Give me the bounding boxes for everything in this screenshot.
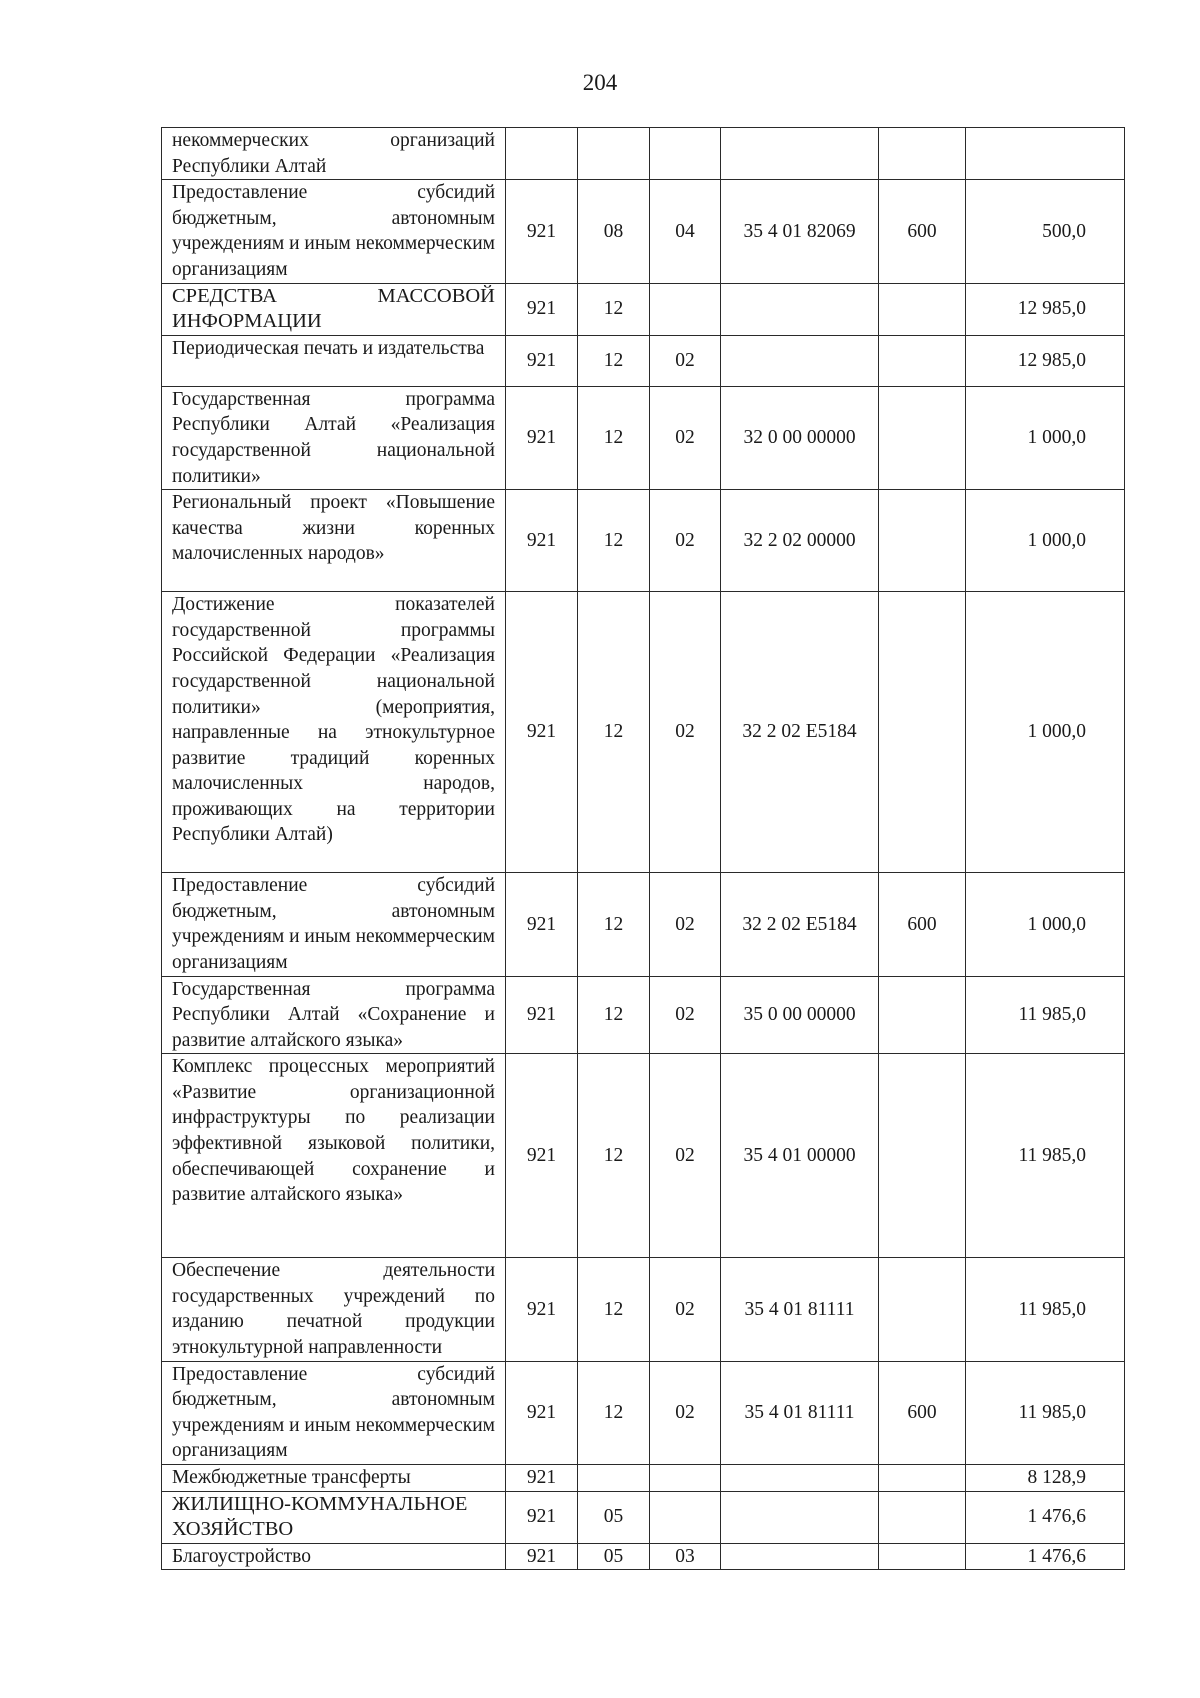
- row-name-cell: Достижение показателей государственной программы Российской Федерации «Реализация государственной национальной политики» (мероприятия, направленные на этнокультурное развитие традиций коренных малочисленных народов, проживающих на территории Республики Алтай): [162, 592, 506, 873]
- row-target-article-cell: [721, 128, 879, 180]
- row-expense-type-cell: [879, 1491, 966, 1543]
- table-row: [162, 976, 1125, 1054]
- row-name-cell: Межбюджетные трансферты: [162, 1465, 506, 1492]
- row-section-cell: [578, 128, 650, 180]
- row-subsection-cell: [650, 1491, 721, 1543]
- row-amount-cell: 1 000,0: [966, 386, 1125, 489]
- row-name-cell: СРЕДСТВА МАССОВОЙ ИНФОРМАЦИИ: [162, 283, 506, 335]
- row-section-cell: [578, 1465, 650, 1492]
- row-expense-type-cell: 600: [879, 180, 966, 283]
- row-name-cell: Государственная программа Республики Алтай «Реализация государственной национальной политики»: [162, 386, 506, 489]
- row-name-cell: Благоустройство: [162, 1543, 506, 1570]
- row-section-cell: 05: [578, 1491, 650, 1543]
- row-subsection-cell: 02: [650, 592, 721, 873]
- row-name-cell: Предоставление субсидий бюджетным, автономным учреждениям и иным некоммерческим организациям: [162, 1361, 506, 1464]
- row-subsection-cell: [650, 128, 721, 180]
- row-expense-type-cell: [879, 1258, 966, 1361]
- row-admin-code-cell: 921: [506, 490, 578, 592]
- row-admin-code-cell: 921: [506, 180, 578, 283]
- row-section-cell: 12: [578, 1361, 650, 1464]
- row-admin-code-cell: 921: [506, 592, 578, 873]
- row-name-cell: Региональный проект «Повышение качества жизни коренных малочисленных народов»: [162, 490, 506, 592]
- row-name-cell: некоммерческих организаций Республики Алтай: [162, 128, 506, 180]
- row-admin-code-cell: 921: [506, 873, 578, 976]
- row-expense-type-cell: [879, 592, 966, 873]
- table-row: [162, 1258, 1125, 1361]
- row-admin-code-cell: 921: [506, 335, 578, 386]
- row-subsection-cell: 02: [650, 873, 721, 976]
- row-subsection-cell: [650, 283, 721, 335]
- row-target-article-cell: [721, 283, 879, 335]
- page-number: 204: [582, 70, 618, 95]
- row-subsection-cell: 02: [650, 976, 721, 1054]
- row-subsection-cell: 02: [650, 1361, 721, 1464]
- row-amount-cell: 11 985,0: [966, 1054, 1125, 1258]
- table-row: [162, 128, 1125, 180]
- row-expense-type-cell: 600: [879, 873, 966, 976]
- row-amount-cell: 1 000,0: [966, 873, 1125, 976]
- row-amount-cell: 12 985,0: [966, 335, 1125, 386]
- row-target-article-cell: 32 0 00 00000: [721, 386, 879, 489]
- row-target-article-cell: [721, 1543, 879, 1570]
- row-subsection-cell: 02: [650, 490, 721, 592]
- row-amount-cell: 11 985,0: [966, 976, 1125, 1054]
- row-section-cell: 12: [578, 386, 650, 489]
- row-name-cell: ЖИЛИЩНО-КОММУНАЛЬНОЕ ХОЗЯЙСТВО: [162, 1491, 506, 1543]
- row-target-article-cell: 32 2 02 E5184: [721, 592, 879, 873]
- row-amount-cell: 1 476,6: [966, 1543, 1125, 1570]
- row-admin-code-cell: 921: [506, 1543, 578, 1570]
- table-row: [162, 1491, 1125, 1543]
- row-expense-type-cell: [879, 335, 966, 386]
- row-subsection-cell: 02: [650, 386, 721, 489]
- table-row: [162, 592, 1125, 873]
- table-row: [162, 873, 1125, 976]
- row-target-article-cell: 35 0 00 00000: [721, 976, 879, 1054]
- row-amount-cell: [966, 128, 1125, 180]
- table-row: [162, 1361, 1125, 1464]
- row-target-article-cell: [721, 335, 879, 386]
- row-expense-type-cell: [879, 1465, 966, 1492]
- row-section-cell: 12: [578, 283, 650, 335]
- row-section-cell: 12: [578, 1258, 650, 1361]
- row-amount-cell: 1 000,0: [966, 490, 1125, 592]
- row-admin-code-cell: 921: [506, 1465, 578, 1492]
- row-section-cell: 12: [578, 335, 650, 386]
- row-name-cell: Государственная программа Республики Алтай «Сохранение и развитие алтайского языка»: [162, 976, 506, 1054]
- table-row: [162, 386, 1125, 489]
- row-name-cell: Периодическая печать и издательства: [162, 335, 506, 386]
- row-amount-cell: 11 985,0: [966, 1258, 1125, 1361]
- row-admin-code-cell: 921: [506, 283, 578, 335]
- row-expense-type-cell: [879, 128, 966, 180]
- row-expense-type-cell: [879, 490, 966, 592]
- budget-table: [161, 127, 1125, 1570]
- table-row: [162, 1054, 1125, 1258]
- row-admin-code-cell: 921: [506, 1491, 578, 1543]
- row-admin-code-cell: 921: [506, 976, 578, 1054]
- row-target-article-cell: 35 4 01 00000: [721, 1054, 879, 1258]
- row-name-cell: Предоставление субсидий бюджетным, автономным учреждениям и иным некоммерческим организациям: [162, 180, 506, 283]
- row-admin-code-cell: 921: [506, 386, 578, 489]
- row-expense-type-cell: [879, 386, 966, 489]
- table-row: [162, 1543, 1125, 1570]
- row-target-article-cell: 32 2 02 E5184: [721, 873, 879, 976]
- row-target-article-cell: 32 2 02 00000: [721, 490, 879, 592]
- row-amount-cell: 1 476,6: [966, 1491, 1125, 1543]
- row-amount-cell: 1 000,0: [966, 592, 1125, 873]
- row-section-cell: 12: [578, 592, 650, 873]
- row-section-cell: 12: [578, 490, 650, 592]
- row-target-article-cell: 35 4 01 81111: [721, 1258, 879, 1361]
- row-subsection-cell: 04: [650, 180, 721, 283]
- table-row: [162, 1465, 1125, 1492]
- row-subsection-cell: 03: [650, 1543, 721, 1570]
- row-target-article-cell: 35 4 01 82069: [721, 180, 879, 283]
- row-amount-cell: 500,0: [966, 180, 1125, 283]
- row-admin-code-cell: [506, 128, 578, 180]
- row-subsection-cell: 02: [650, 1258, 721, 1361]
- row-name-cell: Обеспечение деятельности государственных учреждений по изданию печатной продукции этнокультурной направленности: [162, 1258, 506, 1361]
- row-expense-type-cell: 600: [879, 1361, 966, 1464]
- row-subsection-cell: 02: [650, 1054, 721, 1258]
- row-target-article-cell: [721, 1465, 879, 1492]
- table-row: [162, 335, 1125, 386]
- row-subsection-cell: [650, 1465, 721, 1492]
- row-admin-code-cell: 921: [506, 1054, 578, 1258]
- row-expense-type-cell: [879, 1054, 966, 1258]
- row-expense-type-cell: [879, 976, 966, 1054]
- row-section-cell: 05: [578, 1543, 650, 1570]
- row-admin-code-cell: 921: [506, 1361, 578, 1464]
- row-subsection-cell: 02: [650, 335, 721, 386]
- row-section-cell: 08: [578, 180, 650, 283]
- table-row: [162, 490, 1125, 592]
- row-target-article-cell: [721, 1491, 879, 1543]
- row-target-article-cell: 35 4 01 81111: [721, 1361, 879, 1464]
- row-amount-cell: 12 985,0: [966, 283, 1125, 335]
- row-section-cell: 12: [578, 976, 650, 1054]
- row-section-cell: 12: [578, 1054, 650, 1258]
- table-row: [162, 180, 1125, 283]
- row-admin-code-cell: 921: [506, 1258, 578, 1361]
- table-row: [162, 283, 1125, 335]
- row-expense-type-cell: [879, 1543, 966, 1570]
- row-name-cell: Комплекс процессных мероприятий «Развитие организационной инфраструктуры по реализации эффективной языковой политики, обеспечивающей сохранение и развитие алтайского языка»: [162, 1054, 506, 1258]
- row-name-cell: Предоставление субсидий бюджетным, автономным учреждениям и иным некоммерческим организациям: [162, 873, 506, 976]
- budget-table-body: [162, 128, 1125, 1570]
- row-amount-cell: 8 128,9: [966, 1465, 1125, 1492]
- row-amount-cell: 11 985,0: [966, 1361, 1125, 1464]
- row-expense-type-cell: [879, 283, 966, 335]
- row-section-cell: 12: [578, 873, 650, 976]
